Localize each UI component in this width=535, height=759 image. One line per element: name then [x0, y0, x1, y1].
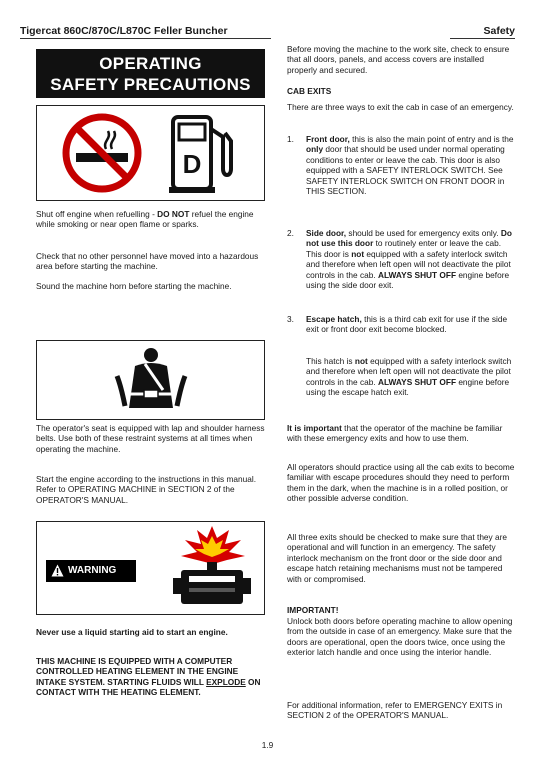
unlock-doors-text: Unlock both doors before operating machine to allow opening from the outside in case of an emergency. Make sure that the doors are operational, open the doors twice, once using the exterior latch handle and once using the interior handle. [287, 616, 513, 658]
warning-label [46, 560, 136, 582]
section-title [36, 49, 265, 98]
seat-belt-icon [111, 346, 191, 416]
engine-start-text: Start the engine according to the instructions in this manual. Refer to OPERATING MACHINE in SECTION 2 of the OPERATOR'S MANUAL. [36, 474, 256, 505]
liquid-aid-warning: Never use a liquid starting aid to start an engine. [36, 627, 228, 637]
starting-fluid-warning-panel [36, 521, 265, 615]
exit-item-3-number: 3. [287, 314, 294, 324]
exit-item-escape-hatch: Escape hatch, this is a third cab exit for use if the side exit or front door exit become blocked. [306, 314, 508, 335]
refuel-instruction: Shut off engine when refuelling - DO NOT refuel the engine while smoking or near open flame or sparks. [36, 209, 254, 230]
header-divider [20, 38, 271, 39]
cab-exits-heading: CAB EXITS [287, 86, 332, 96]
exit-item-front-door: Front door, this is also the main point of entry and is the only door that should be used under normal operating conditions to enter or leave the cab. This door is also equipped with a SAFETY INTERLOCK SWITCH. See SAFETY INTERLOCK SWITCH ON FRONT DOOR in THIS SECTION. [306, 134, 514, 197]
section-title-line1: OPERATING [99, 54, 202, 73]
section-name: Safety [483, 25, 515, 37]
seat-belt-text: The operator's seat is equipped with lap and shoulder harness belts. Use both of these restraint systems at all times when operating the machine. [36, 423, 265, 454]
manual-title: Tigercat 860C/870C/L870C Feller Buncher [20, 25, 228, 37]
exit-item-2-number: 2. [287, 228, 294, 238]
fuel-pump-icon [167, 111, 237, 195]
important-heading: IMPORTANT! [287, 605, 339, 615]
heating-element-warning: THIS MACHINE IS EQUIPPED WITH A COMPUTER CONTROLLED HEATING ELEMENT IN THE ENGINE INTAKE SYSTEM. STARTING FLUIDS WILL EXPLODE ON CONTACT WITH THE HEATING ELEMENT. [36, 656, 261, 698]
additional-info-text: For additional information, refer to EMERGENCY EXITS in SECTION 2 of the OPERATOR'S MANUAL. [287, 700, 503, 721]
exit-item-side-door: Side door, should be used for emergency exits only. Do not use this door to routinely enter or leave the cab. This door is not equipped with a safety interlock switch and therefore when left open will not deactivate the pilot controls in the cab. ALWAYS SHUT OFF engine before using the side door exit. [306, 228, 512, 291]
section-title-line2: SAFETY PRECAUTIONS [50, 75, 251, 94]
escape-hatch-note: This hatch is not equipped with a safety interlock switch and therefore when left open will not deactivate the pilot controls in the cab. ALWAYS SHUT OFF engine before using the escape hatch exit. [306, 356, 512, 398]
no-smoking-icon [62, 113, 142, 193]
svg-text:D: D [182, 149, 202, 179]
page-number: 1.9 [261, 740, 274, 750]
practice-exits-text: All operators should practice using all the cab exits to become familiar with escape procedures should they need to perform them in the dark, when the machine is in a rolled position, or other possible adverse condition. [287, 462, 515, 504]
exits-check-text: All three exits should be checked to make sure that they are operational and will function in an emergency. The safety interlock mechanism on the front door or the side door and escape hatch retaining mechanisms must not be tampered with or compromised. [287, 532, 507, 584]
engine-explosion-icon [167, 524, 257, 614]
personnel-check-text: Check that no other personnel have moved into a hazardous area before starting the machine. [36, 251, 259, 272]
seat-belt-panel [36, 340, 265, 420]
pre-move-check-text: Before moving the machine to the work site, check to ensure that all doors, panels, and access covers are installed properly and secured. [287, 44, 510, 75]
refuel-safety-panel [36, 105, 265, 201]
important-exits-text: It is important that the operator of the machine be familiar with these emergency exits and how to use them. [287, 423, 503, 444]
exit-item-1-number: 1. [287, 134, 294, 144]
header-divider-right [450, 38, 515, 39]
warning-triangle-icon [51, 564, 64, 577]
horn-instruction: Sound the machine horn before starting the machine. [36, 281, 232, 291]
warning-label-text: WARNING [68, 565, 117, 576]
cab-exits-intro: There are three ways to exit the cab in case of an emergency. [287, 102, 514, 112]
